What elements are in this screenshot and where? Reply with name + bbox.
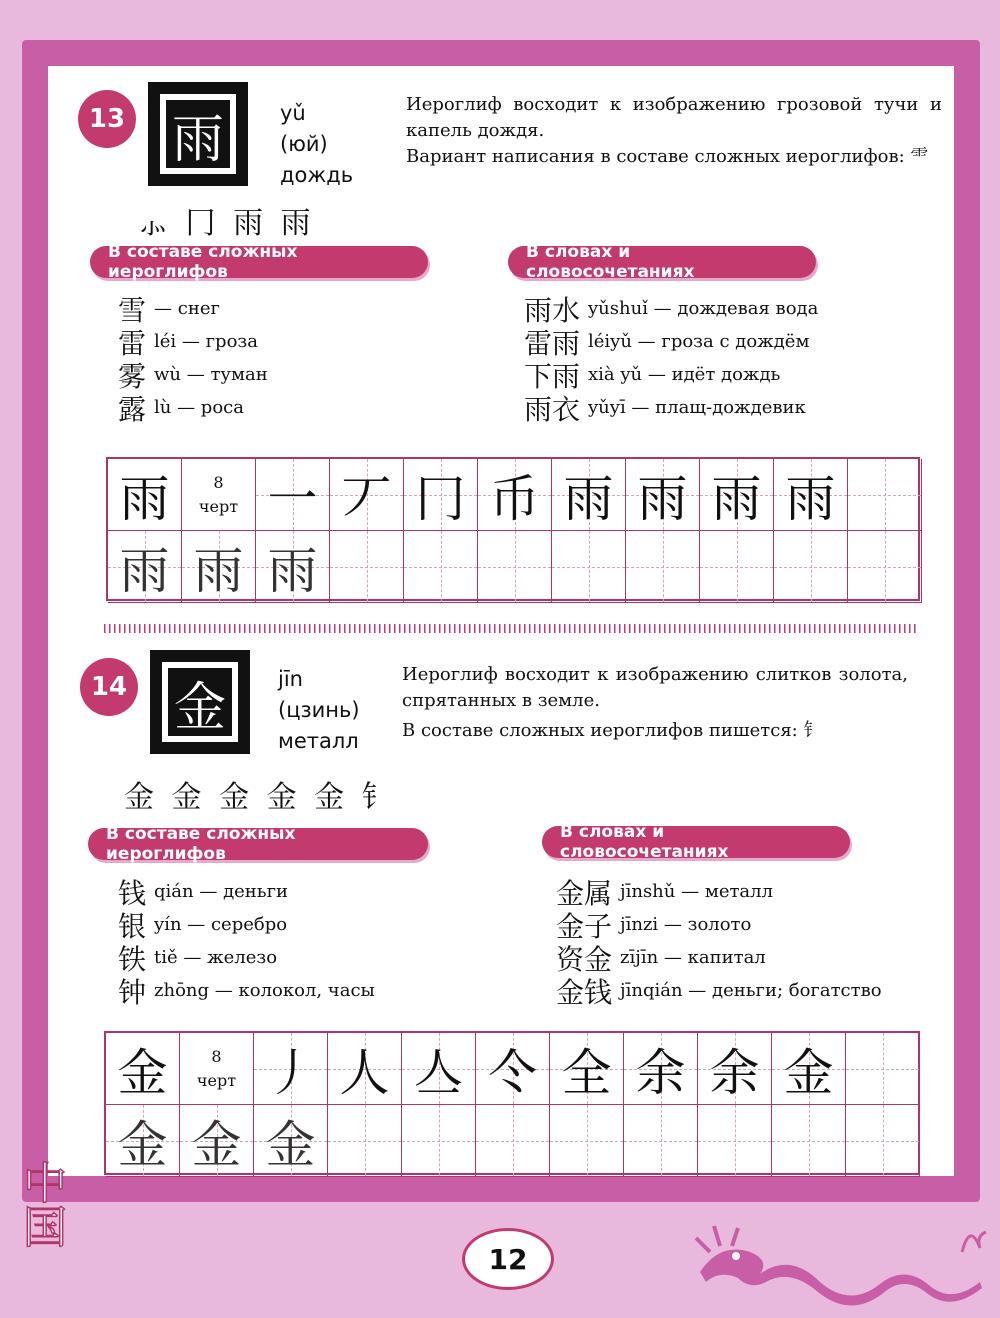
reading-block	[280, 98, 353, 191]
practice-cell[interactable]	[476, 1105, 550, 1177]
practice-cell[interactable]	[624, 1105, 698, 1177]
list-item: 雷 léi — гроза	[118, 326, 258, 360]
list-item: 雨衣 yǔyī — плащ-дождевик	[524, 392, 806, 426]
practice-cell[interactable]	[698, 1105, 772, 1177]
practice-cell[interactable]	[700, 531, 774, 603]
practice-cell[interactable]: 金	[180, 1105, 254, 1177]
stroke-step: 雨	[700, 459, 774, 531]
list-item: 银 yín — серебро	[118, 909, 288, 943]
description-origin: Иероглиф восходит к изображению грозовой тучи и капель дождя.	[406, 94, 942, 141]
stroke-step: 一	[256, 459, 330, 531]
practice-cell[interactable]	[846, 1105, 920, 1177]
list-item: 露 lù — роса	[118, 392, 244, 426]
corner-label-china: 中国	[15, 1160, 66, 1248]
practice-cell[interactable]	[848, 459, 922, 531]
character-seal	[148, 82, 248, 186]
practice-cell[interactable]: 雨	[182, 531, 256, 603]
practice-cell[interactable]	[404, 531, 478, 603]
stroke-count-cell: 8 черт	[182, 459, 256, 531]
list-item: 资金 zījīn — капитал	[556, 942, 766, 976]
practice-cell[interactable]	[626, 531, 700, 603]
practice-cell[interactable]: 金	[254, 1105, 328, 1177]
section-divider	[104, 624, 918, 633]
practice-cell[interactable]: 雨	[108, 531, 182, 603]
description-variant: Вариант написания в составе сложных иероглифов: ⻗	[406, 146, 929, 167]
words-list	[524, 292, 818, 424]
practice-cell[interactable]	[774, 531, 848, 603]
list-item: 下雨 xià yǔ — идёт дождь	[524, 359, 781, 393]
stroke-step: 冂	[404, 459, 478, 531]
practice-cell[interactable]	[550, 1105, 624, 1177]
practice-cell[interactable]	[848, 531, 922, 603]
description-origin: Иероглиф восходит к изображению слитков золота, спрятанных в земле.	[402, 664, 908, 711]
russian-transcription: (цзинь)	[278, 698, 360, 722]
reading-block	[278, 664, 360, 757]
compounds-heading: В составе сложных иероглифов	[88, 828, 428, 860]
practice-cell[interactable]	[846, 1033, 920, 1105]
practice-cell[interactable]: 金	[106, 1105, 180, 1177]
stroke-count-cell: 8 черт	[180, 1033, 254, 1105]
main-character: 雨	[166, 100, 230, 168]
stroke-order-grid	[104, 1031, 920, 1175]
stroke-step: 雨	[552, 459, 626, 531]
words-heading: В словах и словосочетаниях	[542, 826, 850, 858]
practice-cell[interactable]	[478, 531, 552, 603]
practice-cell[interactable]	[402, 1105, 476, 1177]
stroke-step: 人	[328, 1033, 402, 1105]
pinyin: jīn	[278, 667, 303, 691]
stroke-order-grid	[106, 457, 920, 601]
list-item: 雾 wù — туман	[118, 359, 268, 393]
stroke-step: 币	[478, 459, 552, 531]
stroke-step: 雨	[774, 459, 848, 531]
list-item: 金钱 jīnqián — деньги; богатство	[556, 975, 882, 1009]
stroke-step: 雨	[626, 459, 700, 531]
stroke-step: 仒	[476, 1033, 550, 1105]
list-item: 金子 jīnzi — золото	[556, 909, 752, 943]
practice-cell[interactable]	[772, 1105, 846, 1177]
section-number-badge: 14	[80, 658, 138, 716]
pinyin: yǔ	[280, 101, 306, 125]
stroke-step: 余	[624, 1033, 698, 1105]
stroke-step: 金	[772, 1033, 846, 1105]
grid-cell-model: 雨	[108, 459, 182, 531]
list-item: 雨水 yǔshuǐ — дождевая вода	[524, 293, 819, 327]
description	[402, 662, 908, 744]
practice-cell[interactable]	[328, 1105, 402, 1177]
stroke-step: 亼	[402, 1033, 476, 1105]
list-item: 钱 qián — деньги	[118, 876, 289, 910]
stroke-step: 余	[698, 1033, 772, 1105]
stroke-step: 丿	[254, 1033, 328, 1105]
character-seal	[150, 650, 250, 754]
practice-cell[interactable]	[330, 531, 404, 603]
list-item: 铁 tiě — железо	[118, 942, 278, 976]
list-item: 金属 jīnshǔ — металл	[556, 876, 774, 910]
compounds-list	[118, 875, 375, 1007]
meaning: дождь	[280, 163, 354, 187]
stroke-step: 丆	[330, 459, 404, 531]
list-item: 钟 zhōng — колокол, часы	[118, 975, 375, 1009]
meaning: металл	[278, 729, 359, 753]
description	[406, 92, 942, 170]
words-heading: В словах и словосочетаниях	[508, 246, 816, 278]
section-number-badge: 13	[78, 90, 136, 148]
ancient-forms: 金 金 金 金 金 钅	[124, 780, 396, 815]
practice-cell[interactable]: 雨	[256, 531, 330, 603]
list-item: 雷雨 léiyǔ — гроза с дождём	[524, 326, 810, 360]
ancient-forms: ⺗ 冂 雨 雨	[138, 206, 315, 241]
page-number: 12	[462, 1228, 554, 1290]
russian-transcription: (юй)	[280, 132, 328, 156]
stroke-step: 全	[550, 1033, 624, 1105]
list-item: 雪 — снег	[118, 293, 220, 327]
dragon-illustration-icon	[690, 1212, 990, 1316]
grid-cell-model: 金	[106, 1033, 180, 1105]
words-list	[556, 875, 882, 1007]
description-variant: В составе сложных иероглифов пишется: 钅	[402, 720, 822, 741]
main-character: 金	[168, 668, 232, 736]
compounds-heading: В составе сложных иероглифов	[90, 246, 428, 278]
compounds-list	[118, 292, 268, 424]
practice-cell[interactable]	[552, 531, 626, 603]
